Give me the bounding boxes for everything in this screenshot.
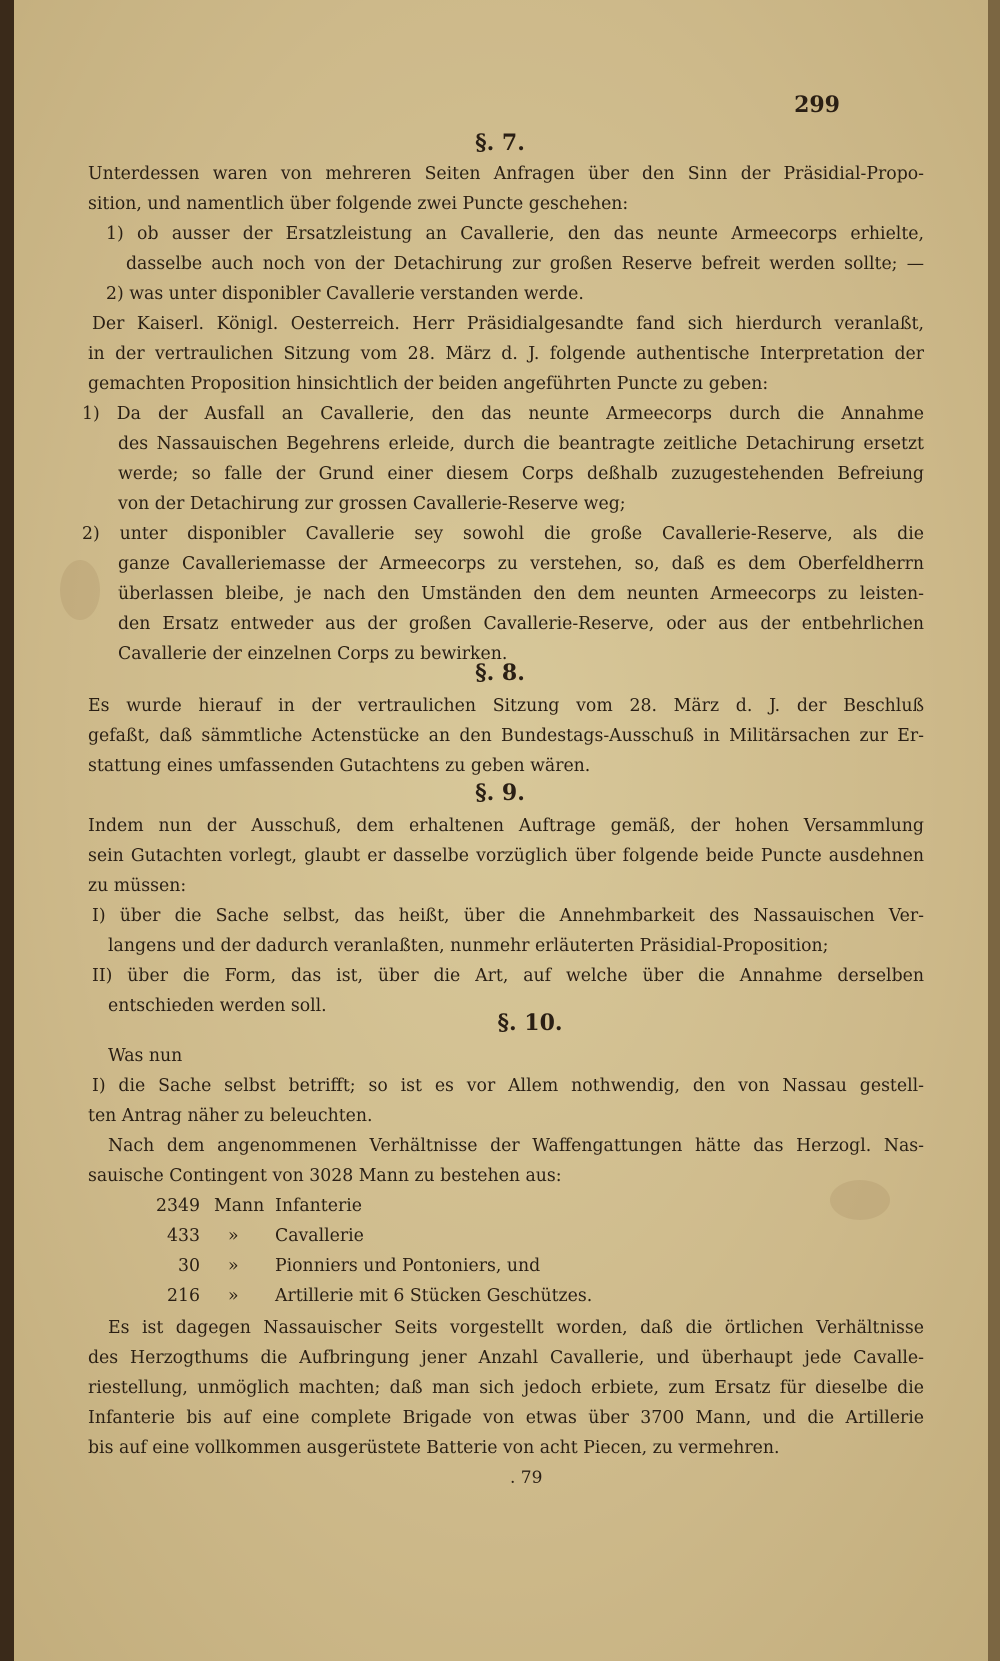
contingent-count: 216 [167,1286,200,1306]
contingent-unit: Mann [214,1196,265,1216]
text-line: stattung eines umfassenden Gutachtens zu geben wären. [88,756,591,776]
text-line: den Ersatz entweder aus der großen Cavallerie-Reserve, oder aus der entbehrlichen [118,614,924,634]
contingent-unit: » [228,1286,239,1306]
text-line: riestellung, unmöglich machten; daß man sich jedoch erbiete, zum Ersatz für dieselbe die [88,1378,924,1398]
text-line: Indem nun der Ausschuß, dem erhaltenen Auftrage gemäß, der hohen Versammlung [88,816,924,836]
text-line: entschieden werden soll. [108,996,327,1016]
text-line: sauische Contingent von 3028 Mann zu bestehen aus: [88,1166,562,1186]
section-heading-8: §. 8. [475,660,525,686]
text-line: I) über die Sache selbst, das heißt, über die Annehmbarkeit des Nassauischen Ver- [92,906,924,926]
text-line: 2) unter disponibler Cavallerie sey sowohl die große Cavallerie-Reserve, als die [82,524,924,544]
text-line: Es ist dagegen Nassauischer Seits vorgestellt worden, daß die örtlichen Verhältnisse [108,1318,924,1338]
contingent-count: 433 [167,1226,200,1246]
text-line: II) über die Form, das ist, über die Art, auf welche über die Annahme derselben [92,966,924,986]
text-line: langens und der dadurch veranlaßten, nunmehr erläuterten Präsidial-Proposition; [108,936,829,956]
text-line: in der vertraulichen Sitzung vom 28. März d. J. folgende authentische Interpretation der [88,344,924,364]
text-line: ganze Cavalleriemasse der Armeecorps zu verstehen, so, daß es dem Oberfeldherrn [118,554,924,574]
text-line: dasselbe auch noch von der Detachirung zur großen Reserve befreit werden sollte; — [126,254,924,274]
contingent-type: Pionniers und Pontoniers, und [275,1256,541,1276]
contingent-type: Artillerie mit 6 Stücken Geschützes. [275,1286,593,1306]
paper-stain [60,560,100,620]
text-line: gemachten Proposition hinsichtlich der beiden angeführten Puncte zu geben: [88,374,769,394]
text-line: 2) was unter disponibler Cavallerie verstanden werde. [106,284,584,304]
text-line: von der Detachirung zur grossen Cavallerie-Reserve weg; [118,494,626,514]
contingent-type: Infanterie [275,1196,362,1216]
signature-mark: . 79 [510,1468,543,1488]
text-line: I) die Sache selbst betrifft; so ist es vor Allem nothwendig, den von Nassau gestell- [92,1076,924,1096]
text-line: Was nun [108,1046,183,1066]
text-line: Infanterie bis auf eine complete Brigade von etwas über 3700 Mann, und die Artillerie [88,1408,924,1428]
text-line: sition, und namentlich über folgende zwei Puncte geschehen: [88,194,629,214]
page-binding-edge [0,0,14,1661]
text-line: Es wurde hierauf in der vertraulichen Sitzung vom 28. März d. J. der Beschluß [88,696,924,716]
paper-stain [830,1180,890,1220]
text-line: des Nassauischen Begehrens erleide, durch die beantragte zeitliche Detachirung ersetzt [118,434,924,454]
text-line: zu müssen: [88,876,187,896]
section-heading-10: §. 10. [497,1010,563,1036]
text-line: gefaßt, daß sämmtliche Actenstücke an den Bundestags-Ausschuß in Militärsachen zur Er- [88,726,924,746]
text-line: bis auf eine vollkommen ausgerüstete Batterie von acht Piecen, zu vermehren. [88,1438,780,1458]
text-line: überlassen bleibe, je nach den Umständen den dem neunten Armeecorps zu leisten- [118,584,924,604]
contingent-type: Cavallerie [275,1226,364,1246]
text-line: Nach dem angenommenen Verhältnisse der Waffengattungen hätte das Herzogl. Nas- [108,1136,924,1156]
contingent-count: 2349 [156,1196,200,1216]
text-line: sein Gutachten vorlegt, glaubt er dasselbe vorzüglich über folgende beide Puncte ausdehnen [88,846,924,866]
text-line: Cavallerie der einzelnen Corps zu bewirken. [118,644,508,664]
section-heading-7: §. 7. [475,130,525,156]
text-line: 1) Da der Ausfall an Cavallerie, den das neunte Armeecorps durch die Annahme [82,404,924,424]
contingent-unit: » [228,1256,239,1276]
text-line: des Herzogthums die Aufbringung jener Anzahl Cavallerie, und überhaupt jede Cavalle- [88,1348,924,1368]
page-outer-edge [988,0,1000,1661]
contingent-count: 30 [178,1256,200,1276]
text-line: Unterdessen waren von mehreren Seiten Anfragen über den Sinn der Präsidial-Propo- [88,164,924,184]
text-line: 1) ob ausser der Ersatzleistung an Cavallerie, den das neunte Armeecorps erhielte, [106,224,924,244]
section-heading-9: §. 9. [475,780,525,806]
text-line: werde; so falle der Grund einer diesem Corps deßhalb zuzugestehenden Befreiung [118,464,924,484]
page-number: 299 [794,92,840,118]
text-line: ten Antrag näher zu beleuchten. [88,1106,373,1126]
text-line: Der Kaiserl. Königl. Oesterreich. Herr Präsidialgesandte fand sich hierdurch veranlaßt, [92,314,924,334]
contingent-unit: » [228,1226,239,1246]
